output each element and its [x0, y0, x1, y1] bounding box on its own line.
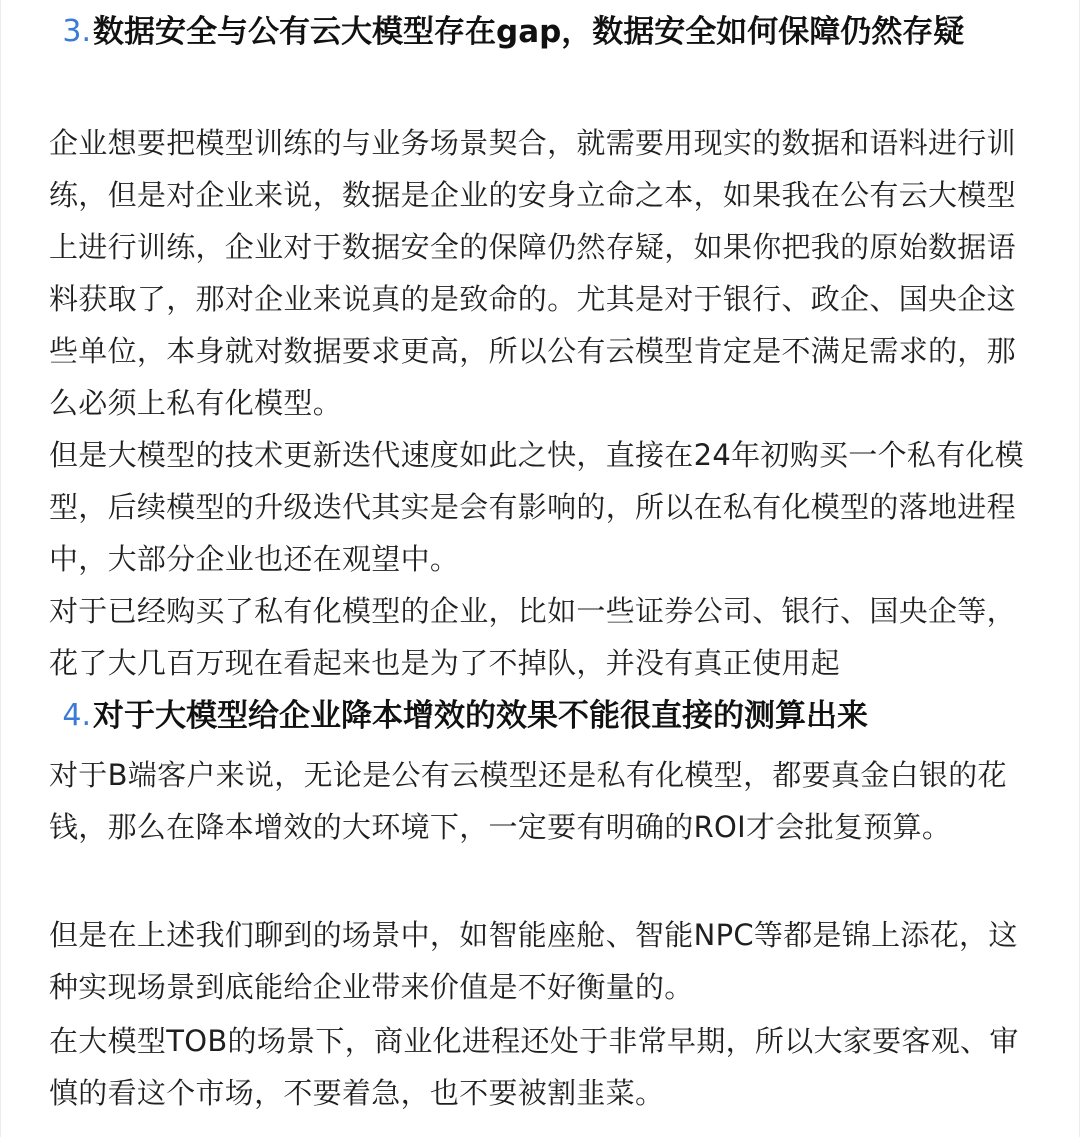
paragraph: 对于已经购买了私有化模型的企业，比如一些证券公司、银行、国央企等，花了大几百万现在看起来也是为了不掉队，并没有真正使用起 — [49, 594, 1016, 680]
section-number: 4. — [62, 698, 91, 733]
paragraph: 但是大模型的技术更新迭代速度如此之快，直接在24年初购买一个私有化模型，后续模型的升级迭代其实是会有影响的，所以在私有化模型的落地进程中，大部分企业也还在观望中。 — [49, 438, 1025, 576]
paragraph: 在大模型TOB的场景下，商业化进程还处于非常早期，所以大家要客观、审慎的看这个市场，不要着急，也不要被割韭菜。 — [49, 1024, 1019, 1110]
section-number: 3. — [62, 14, 91, 49]
paragraph: 对于B端客户来说，无论是公有云模型还是私有化模型，都要真金白银的花钱，那么在降本增效的大环境下，一定要有明确的ROI才会批复预算。 — [49, 758, 1007, 844]
paragraph: 企业想要把模型训练的与业务场景契合，就需要用现实的数据和语料进行训练，但是对企业来说，数据是企业的安身立命之本，如果我在公有云大模型上进行训练，企业对于数据安全的保障仍然存疑，如果你把我的原始数据语料获取了，那对企业来说真的是致命的。尤其是对于银行、政企、国央企这些单位，本身就对数据要求更高，所以公有云模型肯定是不满足需求的，那么必须上私有化模型。 — [49, 126, 1016, 420]
section-heading-3 — [49, 6, 1049, 58]
section-title: 数据安全与公有云大模型存在gap，数据安全如何保障仍然存疑 — [93, 14, 965, 50]
paragraph: 但是在上述我们聊到的场景中，如智能座舱、智能NPC等都是锦上添花，这种实现场景到底能给企业带来价值是不好衡量的。 — [49, 918, 1018, 1004]
section-title: 对于大模型给企业降本增效的效果不能很直接的测算出来 — [93, 698, 868, 734]
section-heading-4 — [49, 690, 1049, 742]
